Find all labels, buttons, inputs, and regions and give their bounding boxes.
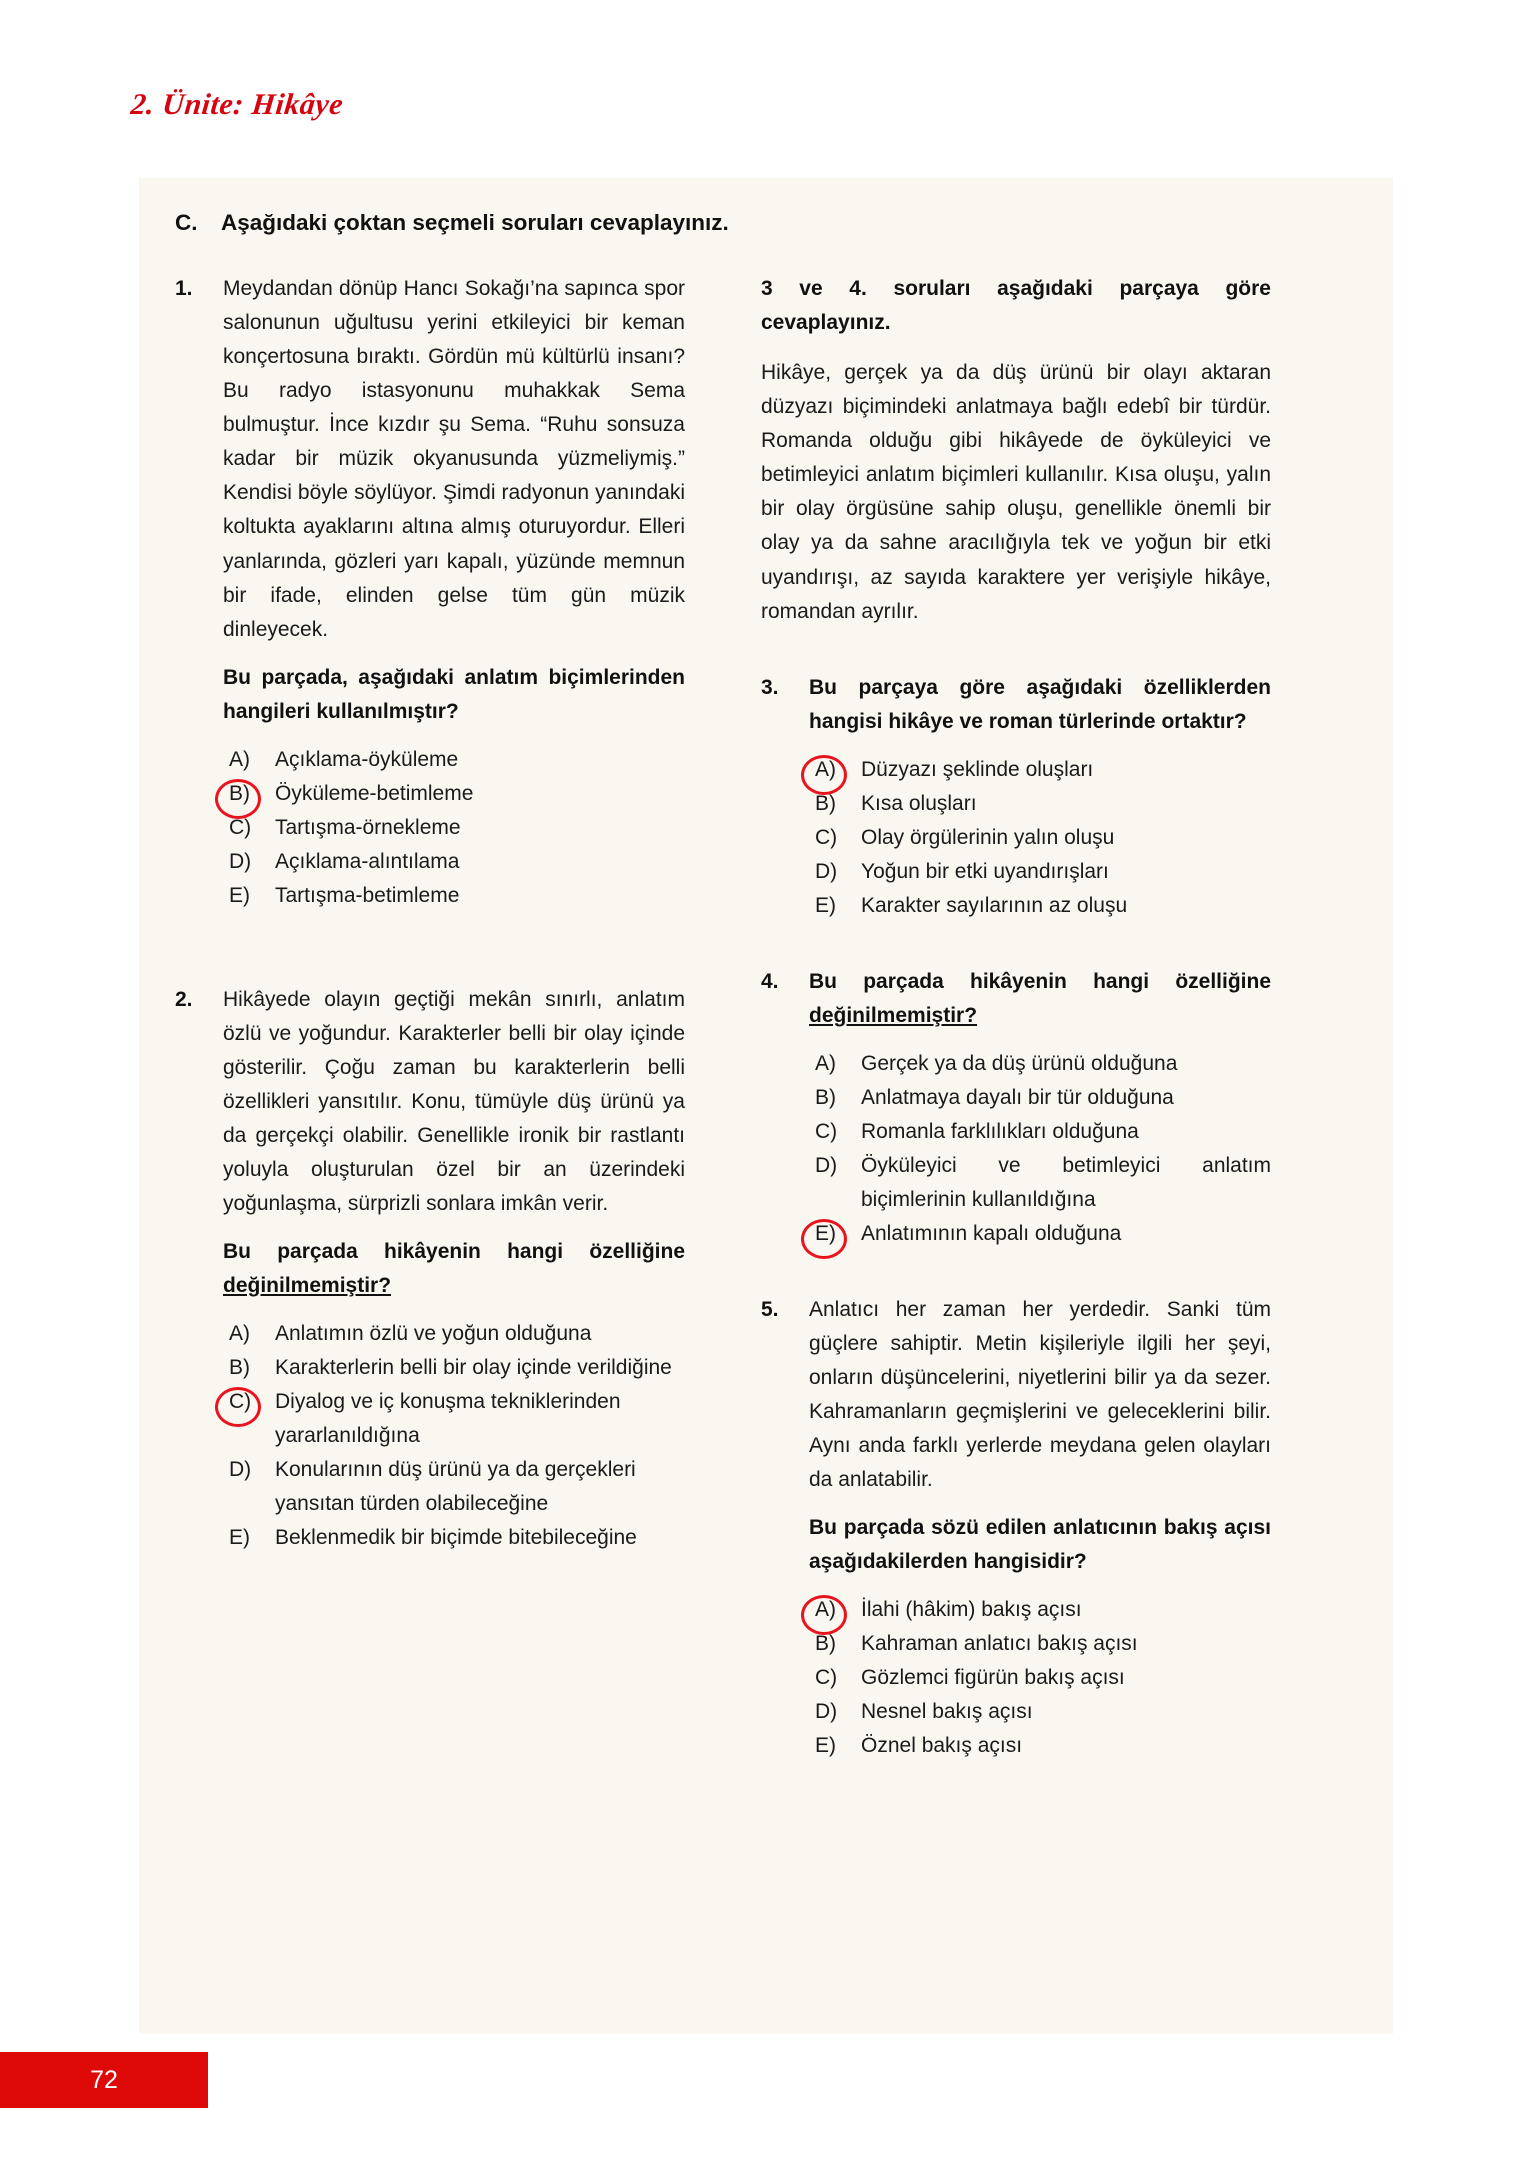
option-row[interactable] [223, 1521, 685, 1555]
question-2-body [223, 983, 685, 1555]
question-4-stem [809, 965, 1271, 1033]
option-row[interactable] [809, 1047, 1271, 1081]
option-text: Karakterlerin belli bir olay içinde verildiğine [275, 1355, 672, 1379]
option-key: C) [815, 1665, 838, 1689]
option-text: Konularının düş ürünü ya da gerçekleri yansıtan türden olabileceğine [275, 1457, 636, 1515]
option-row[interactable] [223, 1453, 685, 1521]
option-text: Yoğun bir etki uyandırışları [861, 859, 1109, 883]
option-key: A) [815, 1051, 836, 1075]
option-key-circled: E) [809, 1217, 861, 1251]
option-row[interactable] [809, 821, 1271, 855]
option-key: D) [229, 849, 252, 873]
question-4-number: 4. [761, 969, 779, 993]
option-key: C) [815, 825, 838, 849]
option-key: A) [229, 1321, 250, 1345]
option-key: B) [815, 1631, 836, 1655]
option-row[interactable] [809, 1661, 1271, 1695]
shared-passage-text: Hikâye, gerçek ya da düş ürünü bir olayı aktaran düzyazı biçimindeki anlatmaya bağlı edebî bir türdür. Romanda olduğu gibi hikâyede de öyküleyici ve betimleyici anlatım biçimleri kullanılır. Kısa oluşu, yalın bir olay örgüsüne sahip oluşu, genellikle önemli bir olay ya da sahne aracılığıyla tek ve yoğun bir etki uyandırışı, az sayıda karaktere yer verişiyle hikâye, romandan ayrılır. [761, 361, 1271, 623]
spacer [761, 629, 1271, 671]
option-row[interactable] [223, 1351, 685, 1385]
question-5-options [809, 1593, 1271, 1763]
question-1-stem: Bu parçada, aşağıdaki anlatım biçimlerinden hangileri kullanılmıştır? [223, 665, 685, 723]
option-row[interactable] [223, 743, 685, 777]
option-text: Öznel bakış açısı [861, 1733, 1023, 1757]
question-2-options [223, 1317, 685, 1555]
option-text: Anlatmaya dayalı bir tür olduğuna [861, 1085, 1174, 1109]
option-key: C) [229, 815, 252, 839]
option-key: D) [815, 1699, 838, 1723]
two-column-layout [175, 272, 1357, 1763]
exercise-panel-content [139, 178, 1393, 2034]
option-key-circled: B) [223, 777, 275, 811]
option-row[interactable] [809, 1217, 1271, 1251]
question-4 [761, 965, 1271, 1251]
section-letter: C. [175, 210, 198, 235]
question-2-stem-prefix: Bu parçada hikâyenin hangi özelliğine [223, 1239, 685, 1263]
option-row[interactable] [809, 753, 1271, 787]
question-1-body [223, 272, 685, 912]
option-text: Romanla farklılıkları olduğuna [861, 1119, 1139, 1143]
question-3 [761, 671, 1271, 923]
option-key: E) [815, 1733, 836, 1757]
option-key: C) [815, 1119, 838, 1143]
question-3-options [809, 753, 1271, 923]
question-5-stem: Bu parçada sözü edilen anlatıcının bakış açısı aşağıdakilerden hangisidir? [809, 1515, 1271, 1573]
option-row[interactable] [809, 1729, 1271, 1763]
option-row[interactable] [809, 889, 1271, 923]
option-row[interactable] [223, 1385, 685, 1453]
option-row[interactable] [223, 1317, 685, 1351]
unit-running-head: 2. Ünite: Hikâye [129, 88, 345, 121]
option-text: Diyalog ve iç konuşma tekniklerinden yararlanıldığına [275, 1389, 621, 1447]
option-text: Olay örgülerinin yalın oluşu [861, 825, 1115, 849]
question-2 [175, 983, 685, 1555]
option-text: Tartışma-betimleme [275, 883, 460, 907]
option-key: B) [815, 791, 836, 815]
question-2-stem [223, 1235, 685, 1303]
question-4-stem-prefix: Bu parçada hikâyenin hangi özelliğine [809, 969, 1271, 993]
option-key: D) [815, 859, 838, 883]
question-2-stem-underlined: değinilmemiştir? [223, 1273, 392, 1297]
question-2-number: 2. [175, 987, 193, 1011]
option-row[interactable] [809, 1115, 1271, 1149]
option-key: A) [229, 747, 250, 771]
option-key-circled: A) [809, 753, 861, 787]
exercise-panel [139, 178, 1393, 2034]
option-text: Nesnel bakış açısı [861, 1699, 1033, 1723]
option-row[interactable] [809, 787, 1271, 821]
option-text: İlahi (hâkim) bakış açısı [861, 1597, 1082, 1621]
option-key: E) [229, 883, 250, 907]
question-3-body [809, 671, 1271, 923]
option-text: Anlatımının kapalı olduğuna [861, 1221, 1122, 1245]
option-text: Kısa oluşları [861, 791, 977, 815]
option-text: Açıklama-öyküleme [275, 747, 459, 771]
option-key-circled: A) [809, 1593, 861, 1627]
question-5-body [809, 1293, 1271, 1763]
page-number-block [0, 2052, 208, 2108]
option-text: Gözlemci figürün bakış açısı [861, 1665, 1125, 1689]
option-row[interactable] [223, 777, 685, 811]
question-4-options [809, 1047, 1271, 1251]
option-row[interactable] [809, 1593, 1271, 1627]
option-key: E) [815, 893, 836, 917]
option-row[interactable] [223, 845, 685, 879]
option-key: D) [815, 1153, 838, 1177]
question-5-number: 5. [761, 1297, 779, 1321]
option-key: E) [229, 1525, 250, 1549]
option-text: Öyküleme-betimleme [275, 781, 474, 805]
option-text: Gerçek ya da düş ürünü olduğuna [861, 1051, 1178, 1075]
option-row[interactable] [809, 1695, 1271, 1729]
option-text: Öyküleyici ve betimleyici anlatım biçimlerinin kullanıldığına [861, 1153, 1271, 1211]
option-text: Karakter sayılarının az oluşu [861, 893, 1128, 917]
question-1-number: 1. [175, 277, 193, 301]
question-2-passage: Hikâyede olayın geçtiği mekân sınırlı, anlatım özlü ve yoğundur. Karakterler belli bir olay içinde gösterilir. Çoğu zaman bu karakterlerin belli özellikleri yansıtılır. Konu, tümüyle düş ürünü ya da gerçekçi olabilir. Genellikle ironik bir rastlantı yoluyla oluşturulan özel bir an üzerindeki yoğunlaşma, sürprizli sonlara imkân verir. [223, 987, 685, 1215]
option-row[interactable] [223, 811, 685, 845]
option-text: Anlatımın özlü ve yoğun olduğuna [275, 1321, 592, 1345]
option-text: Açıklama-alıntılama [275, 849, 460, 873]
question-1 [175, 272, 685, 912]
question-5 [761, 1293, 1271, 1763]
question-3-number: 3. [761, 675, 779, 699]
option-row[interactable] [809, 1627, 1271, 1661]
option-key: B) [229, 1355, 250, 1379]
shared-passage-instruction: 3 ve 4. soruları aşağıdaki parçaya göre cevaplayınız. [761, 277, 1271, 335]
option-row[interactable] [809, 855, 1271, 889]
option-text: Tartışma-örnekleme [275, 815, 461, 839]
option-text: Düzyazı şeklinde oluşları [861, 757, 1094, 781]
question-4-stem-underlined: değinilmemiştir? [809, 1003, 978, 1027]
question-1-options [223, 743, 685, 913]
option-key-circled: C) [223, 1385, 275, 1419]
section-title: Aşağıdaki çoktan seçmeli soruları cevaplayınız. [221, 210, 729, 235]
option-key: D) [229, 1457, 252, 1481]
question-5-passage: Anlatıcı her zaman her yerdedir. Sanki tüm güçlere sahiptir. Metin kişileriyle ilgili her şeyi, onların düşüncelerini, niyetlerini bilir ya da sezer. Kahramanların geçmişlerini ve geleceklerini bilir. Aynı anda farklı yerlerde meydana gelen olayları da anlatabilir. [809, 1297, 1271, 1491]
right-column [761, 272, 1271, 1763]
option-key: B) [815, 1085, 836, 1109]
option-row[interactable] [809, 1081, 1271, 1115]
section-heading [175, 208, 1357, 238]
option-text: Kahraman anlatıcı bakış açısı [861, 1631, 1138, 1655]
question-4-body [809, 965, 1271, 1251]
page-number: 72 [90, 2066, 118, 2094]
option-text: Beklenmedik bir biçimde bitebileceğine [275, 1525, 637, 1549]
left-column [175, 272, 685, 1555]
spacer [175, 913, 685, 983]
spacer [761, 923, 1271, 965]
option-row[interactable] [809, 1149, 1271, 1217]
option-row[interactable] [223, 879, 685, 913]
spacer [761, 1251, 1271, 1293]
question-1-passage: Meydandan dönüp Hancı Sokağı’na sapınca spor salonunun uğultusu yerini etkileyici bir keman konçertosuna bıraktı. Gördün mü kültürlü insanı? Bu radyo istasyonunu muhakkak Sema bulmuştur. İnce kızdır şu Sema. “Ruhu sonsuza kadar bir müzik okyanusunda yüzmeliymiş.” Kendisi böyle söylüyor. Şimdi radyonun yanındaki koltukta ayaklarını altına almış oturuyordur. Elleri yanlarında, gözleri yarı kapalı, yüzünde memnun bir ifade, elinden gelse tüm gün müzik dinleyecek. [223, 277, 685, 641]
question-3-stem: Bu parçaya göre aşağıdaki özelliklerden hangisi hikâye ve roman türlerinde ortaktır? [809, 675, 1271, 733]
